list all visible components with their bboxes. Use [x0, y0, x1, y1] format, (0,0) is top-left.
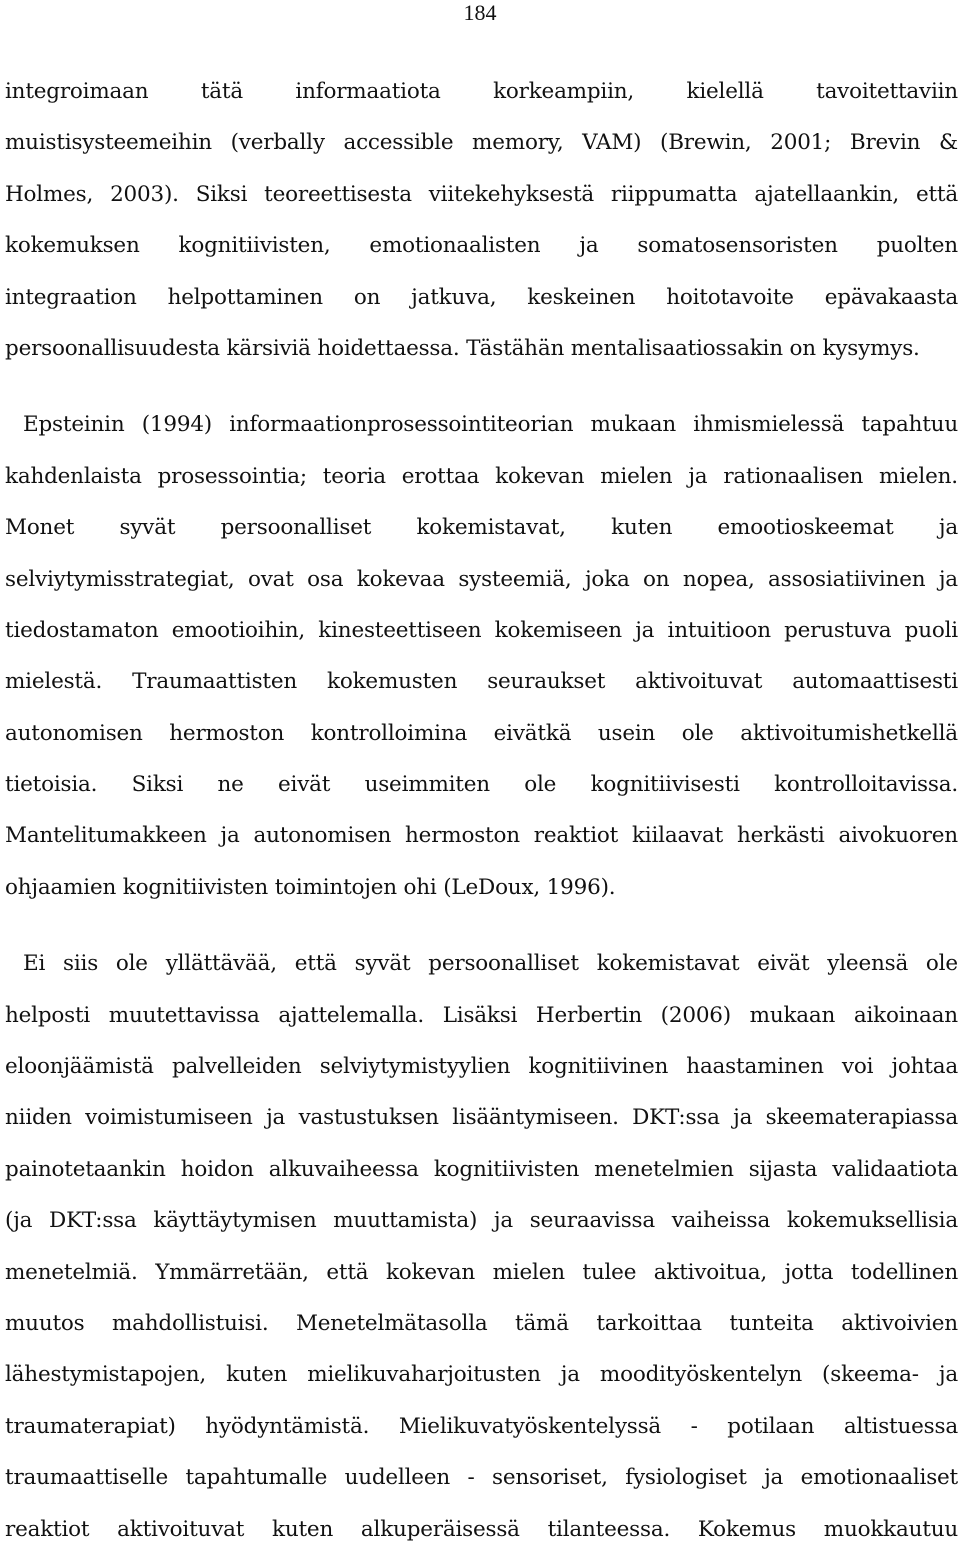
word: tietoisia.	[5, 772, 98, 798]
word: ja	[560, 1362, 580, 1388]
word: Herbertin	[535, 1002, 642, 1028]
text-line	[5, 708, 958, 759]
text-line: persoonallisuudesta kärsiviä hoidettaessa. Tästähän mentalisaatiossakin on kysymys.	[5, 335, 920, 361]
word: persoonalliset	[428, 951, 579, 977]
word: ja	[493, 1208, 513, 1234]
word: informaatiota	[295, 79, 441, 104]
word: perustuva	[784, 617, 892, 643]
word: hoidon	[180, 1156, 254, 1182]
word: kokemistavat	[596, 951, 740, 977]
word: Menetelmätasolla	[295, 1310, 488, 1336]
word: ajattelemalla.	[278, 1002, 425, 1028]
word: tunteita	[729, 1310, 814, 1336]
word: puolten	[876, 233, 958, 259]
word: emotionaalisten	[369, 233, 541, 259]
word: tätä	[200, 79, 243, 104]
word: mielen.	[879, 463, 958, 489]
text-line	[5, 990, 958, 1041]
word: somatosensoristen	[637, 233, 838, 259]
word: uudelleen	[344, 1465, 450, 1491]
paragraph	[5, 66, 958, 374]
word: reaktiot	[5, 1516, 90, 1542]
word: eloonjäämistä	[5, 1054, 154, 1080]
text-line	[5, 169, 958, 220]
word: on	[643, 566, 670, 592]
word: hyödyntämistä.	[205, 1413, 370, 1439]
text-line	[5, 1247, 958, 1298]
word: ajatellaankin,	[754, 181, 900, 207]
word: altistuessa	[843, 1413, 958, 1439]
word: mielestä.	[5, 669, 103, 695]
word: eivät	[278, 772, 331, 798]
word: todellinen	[850, 1259, 958, 1285]
paragraph	[5, 938, 958, 1555]
word: (1994)	[141, 412, 212, 438]
word: keskeinen	[527, 284, 636, 310]
word: kognitiivisten	[433, 1156, 580, 1182]
word: kontrolloimina	[310, 720, 468, 746]
word: integraation	[5, 284, 137, 310]
word: autonomisen	[253, 823, 392, 849]
word: aivokuoren	[838, 823, 958, 849]
word: Kokemus	[697, 1516, 796, 1542]
word: helpottaminen	[167, 284, 323, 310]
word: automaattisesti	[792, 669, 958, 695]
word: siis	[63, 951, 99, 977]
word: kokevan	[495, 463, 585, 489]
word: kokemuksellisia	[786, 1208, 958, 1234]
word: -	[690, 1413, 698, 1439]
word: muutos	[5, 1310, 85, 1336]
word: ja	[579, 233, 599, 259]
word: vastustuksen	[298, 1105, 439, 1131]
word: kuten	[611, 515, 673, 541]
word: eivätkä	[493, 720, 572, 746]
word: kontrolloitavissa.	[774, 772, 958, 798]
text-line	[5, 220, 958, 271]
text-line	[5, 1452, 958, 1503]
word: kokemistavat,	[416, 515, 566, 541]
word: aktivoitumishetkellä	[740, 720, 958, 746]
word: seuraavissa	[529, 1208, 655, 1234]
word: potilaan	[727, 1413, 815, 1439]
word: Mielikuvatyöskentelyssä	[398, 1413, 662, 1439]
word: muutettavissa	[108, 1002, 260, 1028]
word: voimistumiseen	[85, 1105, 253, 1131]
word: kokevaa	[356, 566, 445, 592]
word: tämä	[515, 1310, 569, 1336]
text-line	[5, 1349, 958, 1400]
word: integroimaan	[5, 79, 149, 104]
word: reaktiot	[533, 823, 619, 849]
document-body	[5, 66, 958, 1555]
word: ja	[938, 566, 958, 592]
text-line	[5, 1401, 958, 1452]
word: syvät	[354, 951, 411, 977]
word: selviytymistyylien	[319, 1054, 511, 1080]
word: mielen	[492, 1259, 565, 1285]
word: sensoriset,	[491, 1465, 608, 1491]
paragraph-gap	[5, 913, 958, 938]
text-line	[5, 1298, 958, 1349]
word: alkuperäisessä	[360, 1516, 520, 1542]
word: hoitotavoite	[666, 284, 794, 310]
word: kognitiivinen	[528, 1054, 669, 1080]
text-line	[5, 554, 958, 605]
text-line	[5, 451, 958, 502]
word: teoreettisesta	[264, 181, 412, 207]
word: 2003).	[110, 181, 179, 207]
word: kokevan	[385, 1259, 476, 1285]
word: ja	[938, 515, 958, 541]
word: tapahtuu	[861, 412, 958, 438]
word: ja	[220, 823, 240, 849]
word: usein	[597, 720, 656, 746]
word: osa	[307, 566, 344, 592]
text-line	[5, 272, 958, 323]
word: viitekehyksestä	[428, 181, 595, 207]
word: painotetaankin	[5, 1156, 166, 1182]
word: muistisysteemeihin	[5, 130, 212, 156]
word: Siksi	[131, 772, 184, 798]
word: persoonalliset	[220, 515, 372, 541]
word: eivät	[757, 951, 810, 977]
word: palvelleiden	[171, 1054, 302, 1080]
text-line	[5, 1092, 958, 1143]
word: systeemiä,	[458, 566, 572, 592]
word: jotta	[784, 1259, 834, 1285]
word: VAM)	[582, 130, 642, 156]
word: käyttäytymisen	[153, 1208, 317, 1234]
word: aktivoituvat	[635, 669, 763, 695]
word: Ei	[23, 951, 46, 977]
word: validaatiota	[832, 1156, 958, 1182]
word: aikoinaan	[853, 1002, 958, 1028]
word: tapahtumalle	[185, 1465, 328, 1491]
word: kokemusten	[327, 669, 458, 695]
word: lisääntymiseen.	[452, 1105, 619, 1131]
word: (skeema-	[822, 1362, 919, 1388]
word: helposti	[5, 1002, 91, 1028]
word: fysiologiset	[625, 1465, 747, 1491]
word: tilanteessa.	[547, 1516, 671, 1542]
word: selviytymisstrategiat,	[5, 566, 235, 592]
word: niiden	[5, 1105, 72, 1131]
word: emootioihin,	[171, 617, 306, 643]
word: Brevin	[849, 130, 921, 156]
word: kokemiseen	[494, 617, 622, 643]
word: ihmismielessä	[693, 412, 845, 438]
word: voi	[841, 1054, 874, 1080]
word: ne	[217, 772, 244, 798]
word: aktivoivien	[841, 1310, 958, 1336]
word: Ymmärretään,	[155, 1259, 309, 1285]
word: kuten	[272, 1516, 334, 1542]
word: että	[915, 181, 958, 207]
word: puoli	[904, 617, 958, 643]
word: mielen	[600, 463, 673, 489]
word: herkästi	[736, 823, 825, 849]
word: assosiatiivinen	[768, 566, 926, 592]
word: jatkuva,	[411, 284, 497, 310]
word: kinesteettiseen	[318, 617, 482, 643]
word: menetelmien	[594, 1156, 734, 1182]
word: (verbally	[230, 130, 325, 156]
word: -	[467, 1465, 475, 1491]
word: erottaa	[401, 463, 480, 489]
word: rationaalisen	[723, 463, 864, 489]
word: informaationprosessointiteorian	[229, 412, 574, 438]
word: useimmiten	[364, 772, 490, 798]
word: ole	[524, 772, 557, 798]
word: (Brewin,	[660, 130, 752, 156]
word: moodityöskentelyn	[599, 1362, 803, 1388]
word: (ja	[5, 1208, 33, 1234]
word: mukaan	[590, 412, 677, 438]
text-line	[5, 605, 958, 656]
text-line	[5, 502, 958, 553]
word: Epsteinin	[23, 412, 125, 438]
word: (2006)	[660, 1002, 731, 1028]
word: tavoitettaviin	[816, 79, 958, 104]
word: accessible	[343, 130, 454, 156]
word: tiedostamaton	[5, 617, 159, 643]
word: ja	[688, 463, 708, 489]
word: ole	[681, 720, 714, 746]
word: muokkautuu	[823, 1516, 958, 1542]
word: prosessointia;	[157, 463, 307, 489]
word: memory,	[472, 130, 564, 156]
word: 2001;	[770, 130, 832, 156]
text-line	[5, 399, 958, 450]
word: skeematerapiassa	[765, 1105, 958, 1131]
word: korkeampiin,	[493, 79, 635, 104]
text-line	[5, 1144, 958, 1195]
word: kokemuksen	[5, 233, 140, 259]
word: sijasta	[748, 1156, 818, 1182]
paragraph-gap	[5, 374, 958, 399]
word: hermoston	[169, 720, 285, 746]
text-line	[5, 1041, 958, 1092]
word: Lisäksi	[442, 1002, 518, 1028]
word: Monet	[5, 515, 75, 541]
word: mielikuvaharjoitusten	[307, 1362, 541, 1388]
word: ovat	[247, 566, 294, 592]
word: ja	[733, 1105, 753, 1131]
word: yllättävää,	[165, 951, 277, 977]
word: kielellä	[686, 79, 764, 104]
word: lähestymistapojen,	[5, 1362, 207, 1388]
word: on	[353, 284, 381, 310]
word: ole	[925, 951, 958, 977]
word: kognitiivisesti	[590, 772, 740, 798]
word: DKT:ssa	[49, 1208, 137, 1234]
word: ole	[115, 951, 148, 977]
word: DKT:ssa	[632, 1105, 720, 1131]
text-line	[5, 1195, 958, 1246]
word: traumaattiselle	[5, 1465, 168, 1491]
word: johtaa	[891, 1054, 958, 1080]
text-line: ohjaamien kognitiivisten toimintojen ohi (LeDoux, 1996).	[5, 874, 616, 900]
word: autonomisen	[5, 720, 143, 746]
word: haastaminen	[686, 1054, 824, 1080]
text-line	[5, 759, 958, 810]
word: aktivoitua,	[653, 1259, 768, 1285]
word: Traumaattisten	[132, 669, 298, 695]
word: Mantelitumakkeen	[5, 823, 207, 849]
text-line	[5, 656, 958, 707]
word: emotionaaliset	[800, 1465, 958, 1491]
word: emootioskeemat	[717, 515, 894, 541]
word: menetelmiä.	[5, 1259, 138, 1285]
word: vaiheissa	[671, 1208, 771, 1234]
word: ja	[266, 1105, 286, 1131]
word: intuitioon	[667, 617, 771, 643]
word: traumaterapiat)	[5, 1413, 176, 1439]
word: &	[939, 130, 958, 156]
word: tulee	[582, 1259, 637, 1285]
word: ja	[764, 1465, 784, 1491]
word: riippumatta	[610, 181, 738, 207]
word: hermoston	[405, 823, 520, 849]
word: kognitiivisten,	[178, 233, 331, 259]
word: joka	[584, 566, 630, 592]
word: epävakaasta	[824, 284, 958, 310]
paragraphs	[5, 66, 958, 1555]
text-line	[5, 66, 958, 117]
word: Holmes,	[5, 181, 94, 207]
page-number: 184	[463, 0, 497, 25]
word: mukaan	[749, 1002, 836, 1028]
word: kuten	[226, 1362, 288, 1388]
word: Siksi	[195, 181, 248, 207]
word: ja	[938, 1362, 958, 1388]
text-line	[5, 938, 958, 989]
word: ja	[635, 617, 655, 643]
word: yleensä	[827, 951, 909, 977]
text-line	[5, 117, 958, 168]
word: tarkoittaa	[596, 1310, 702, 1336]
word: nopea,	[682, 566, 755, 592]
word: aktivoituvat	[117, 1516, 245, 1542]
word: muuttamista)	[333, 1208, 478, 1234]
word: että	[326, 1259, 369, 1285]
text-line	[5, 810, 958, 861]
word: seuraukset	[487, 669, 606, 695]
word: syvät	[119, 515, 176, 541]
word: kahdenlaista	[5, 463, 142, 489]
word: kiilaavat	[631, 823, 724, 849]
word: mahdollistuisi.	[111, 1310, 269, 1336]
text-line	[5, 1504, 958, 1555]
paragraph	[5, 399, 958, 913]
word: alkuvaiheessa	[268, 1156, 419, 1182]
word: että	[294, 951, 337, 977]
word: teoria	[322, 463, 386, 489]
